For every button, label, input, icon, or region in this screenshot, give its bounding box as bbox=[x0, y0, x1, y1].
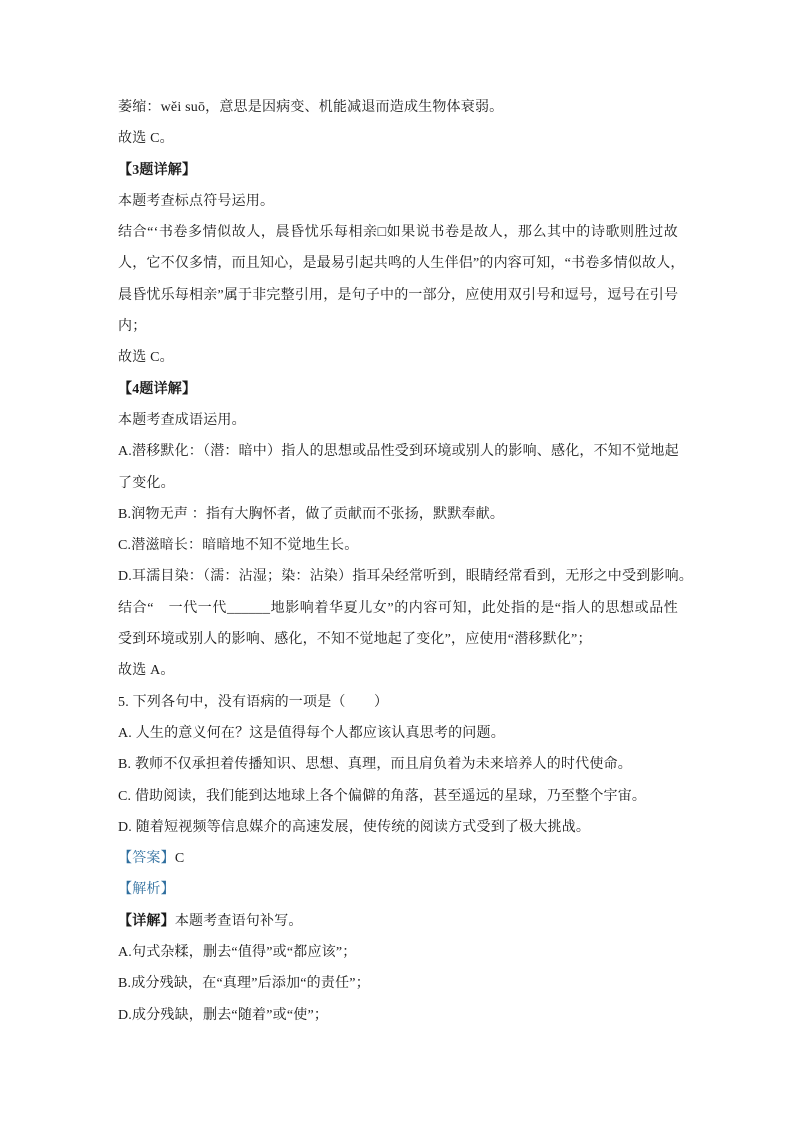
q5-stem: 5. 下列各句中，没有语病的一项是（ ） bbox=[118, 694, 389, 710]
q5-analysis-line bbox=[118, 874, 678, 905]
q4-analysis-line: 受到环境或别人的影响、感化，不知不觉地起了变化”，应使用“潜移默化”； bbox=[118, 632, 592, 648]
document-body bbox=[118, 92, 694, 1031]
q3-analysis-line: 晨昏忧乐每相亲”属于非完整引用，是句子中的一部分，应使用双引号和逗号，逗号在引号 bbox=[118, 287, 679, 303]
q5-detail-item-b: B.成分残缺，在“真理”后添加“的责任”； bbox=[118, 976, 370, 992]
analysis-label: 【解析】 bbox=[118, 882, 175, 898]
q4-conclusion: 故选 A。 bbox=[118, 663, 175, 679]
q5-option-c: C. 借助阅读，我们能到达地球上各个偏僻的角落，甚至遥远的星球，乃至整个宇宙。 bbox=[118, 788, 647, 804]
q4-gloss-c: C.潜滋暗长：暗暗地不知不觉地生长。 bbox=[118, 538, 359, 554]
q4-analysis-line: 结合“ 一代一代______地影响着华夏儿女”的内容可知，此处指的是“指人的思想或品性 bbox=[118, 600, 678, 616]
q4-focus: 本题考查成语运用。 bbox=[118, 412, 246, 428]
detail-focus: 本题考查语句补写。 bbox=[174, 913, 303, 929]
answer-value: C bbox=[174, 851, 185, 867]
q4-gloss-b: B.润物无声 ：指有大胸怀者，做了贡献而不张扬，默默奉献。 bbox=[118, 506, 505, 522]
q3-conclusion: 故选 C。 bbox=[118, 350, 174, 366]
q4-detail-heading: 【4题详解】 bbox=[118, 381, 197, 397]
q2-word-definition: 萎缩：wěi suō，意思是因病变、机能减退而造成生物体衰弱。 bbox=[118, 100, 504, 115]
q5-option-b: B. 教师不仅承担着传播知识、思想、真理，而且肩负着为未来培养人的时代使命。 bbox=[118, 757, 632, 773]
q2-conclusion: 故选 C。 bbox=[118, 131, 174, 147]
q5-detail-item-d: D.成分残缺，删去“随着”或“使”； bbox=[118, 1007, 329, 1023]
q3-analysis-line: 人，它不仅多情，而且知心，是最易引起共鸣的人生伴侣”的内容可知，“书卷多情似故人， bbox=[118, 256, 685, 272]
q4-gloss-a-cont: 了变化。 bbox=[118, 475, 175, 491]
q5-detail-item-a: A.句式杂糅，删去“值得”或“都应该”； bbox=[118, 945, 357, 961]
answer-label: 【答案】 bbox=[118, 851, 175, 867]
q4-gloss-d: D.耳濡目染：（濡：沾湿；染：沾染）指耳朵经常听到，眼睛经常看到，无形之中受到影响。 bbox=[118, 569, 694, 585]
q4-gloss-a: A.潜移默化：（潜：暗中）指人的思想或品性受到环境或别人的影响、感化，不知不觉地起 bbox=[118, 444, 679, 460]
q3-detail-heading: 【3题详解】 bbox=[118, 162, 197, 178]
q3-focus: 本题考查标点符号运用。 bbox=[118, 193, 275, 209]
q3-analysis-line: 结合“‘书卷多情似故人，晨昏忧乐每相亲□如果说书卷是故人，那么其中的诗歌则胜过故 bbox=[118, 225, 678, 241]
q5-detail-line bbox=[118, 906, 678, 937]
q5-answer-line bbox=[118, 843, 678, 874]
q3-analysis-line: 内； bbox=[118, 319, 147, 335]
detail-label: 【详解】 bbox=[118, 913, 175, 929]
q5-option-d: D. 随着短视频等信息媒介的高速发展，使传统的阅读方式受到了极大挑战。 bbox=[118, 819, 591, 835]
q5-option-a: A. 人生的意义何在？这是值得每个人都应该认真思考的问题。 bbox=[118, 725, 505, 741]
